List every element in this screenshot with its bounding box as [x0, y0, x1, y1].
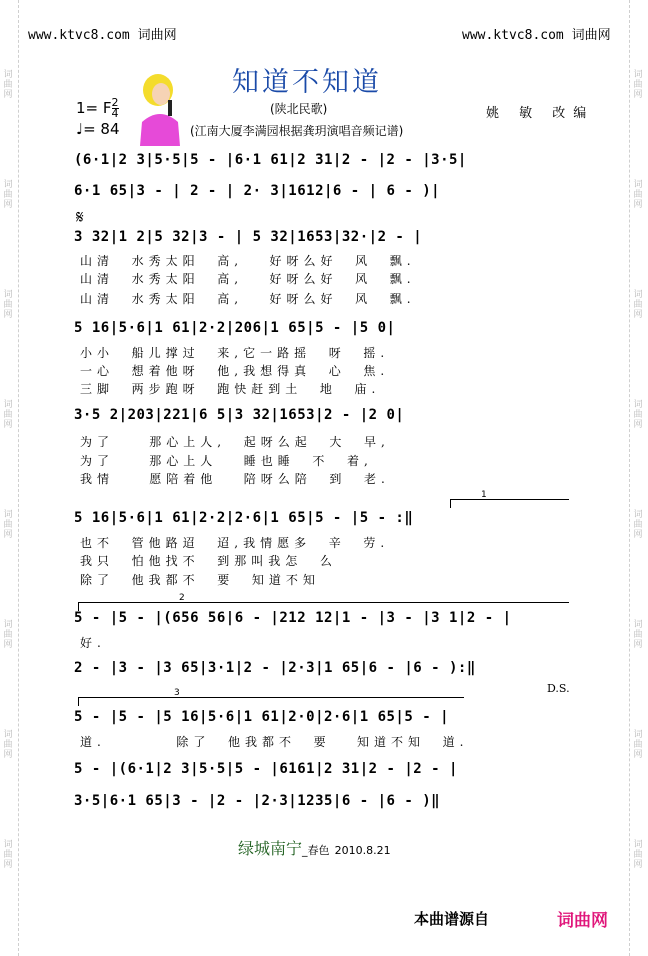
- watermark-text: 词曲网: [633, 510, 643, 540]
- time-top: 2: [111, 96, 119, 109]
- score-line: 6·1 65|3 - | 2 - | 2· 3|1612|6 - | 6 - )|: [74, 183, 441, 199]
- lyric-line: 三脚 两步跑呀 跑快赶到土 地 庙.: [80, 382, 381, 396]
- watermark-text: 词曲网: [633, 290, 643, 320]
- lyric-line: 山清 水秀太阳 高, 好呀么好 风 飘.: [80, 292, 416, 306]
- signature-name: 绿城南宁: [238, 839, 303, 858]
- watermark-text: 词曲网: [633, 620, 643, 650]
- volta-bracket-1: [450, 490, 569, 508]
- score-line: 5 - |5 - |(656 56|6 - |212 12|1 - |3 - |3 1|2 - |: [74, 610, 512, 626]
- signature-date: 2010.8.21: [334, 844, 391, 857]
- score-line: 2 - |3 - |3 65|3·1|2 - |2·3|1 65|6 - |6 - ):‖: [74, 660, 476, 676]
- left-watermark-strip: [0, 0, 19, 956]
- score-line: 5 16|5·6|1 61|2·2|2·6|1 65|5 - |5 - :‖: [74, 510, 414, 526]
- lyric-line: 道. 除了 他我都不 要 知道不知 道.: [80, 735, 469, 749]
- lyric-line: 为了 那心上人, 起呀么起 大 早,: [80, 435, 390, 449]
- volta-number: 3: [174, 688, 180, 698]
- dal-segno-marking: D.S.: [547, 682, 570, 695]
- microphone-icon: [168, 100, 172, 116]
- lyric-line: 山清 水秀太阳 高, 好呀么好 风 飘.: [80, 272, 416, 286]
- site-url-left[interactable]: www.ktvc8.com: [28, 28, 130, 43]
- watermark-text: 词曲网: [3, 620, 13, 650]
- singer-illustration: [136, 72, 184, 146]
- score-line: 5 - |5 - |5 16|5·6|1 61|2·0|2·6|1 65|5 - |: [74, 709, 450, 725]
- lyric-line: 小小 船儿撑过 来,它一路摇 呀 摇.: [80, 346, 390, 360]
- score-line: 3 32|1 2|5 32|3 - | 5 32|1653|32·|2 - |: [74, 229, 423, 245]
- watermark-text: 词曲网: [3, 730, 13, 760]
- watermark-text: 词曲网: [633, 730, 643, 760]
- watermark-text: 词曲网: [3, 840, 13, 870]
- tempo-marking: ♩= 84: [76, 120, 120, 138]
- site-name-right[interactable]: 词曲网: [571, 28, 611, 43]
- site-url-right[interactable]: www.ktvc8.com: [462, 28, 564, 43]
- volta-number: 2: [179, 593, 185, 603]
- score-line: 3·5|6·1 65|3 - |2 - |2·3|1235|6 - |6 - )‖: [74, 793, 441, 809]
- right-watermark-strip: [629, 0, 648, 956]
- header-right[interactable]: [462, 24, 611, 43]
- watermark-text: 词曲网: [3, 180, 13, 210]
- segno-icon: 𝄋: [76, 207, 84, 228]
- watermark-text: 词曲网: [3, 290, 13, 320]
- key-signature: [76, 98, 119, 119]
- lyric-line: 好.: [80, 636, 106, 650]
- watermark-text: 词曲网: [633, 840, 643, 870]
- lyric-line: 我情 愿陪着他 陪呀么陪 到 老.: [80, 472, 390, 486]
- signature: [238, 836, 391, 859]
- lyric-line: 也不 管他路迢 迢,我情愿多 辛 劳.: [80, 536, 390, 550]
- score-line: 5 16|5·6|1 61|2·2|206|1 65|5 - |5 0|: [74, 320, 396, 336]
- site-name-left[interactable]: 词曲网: [137, 28, 177, 43]
- watermark-text: 词曲网: [3, 70, 13, 100]
- watermark-text: 词曲网: [633, 70, 643, 100]
- source-label: 本曲谱源自: [414, 910, 490, 928]
- volta-number: 1: [481, 490, 487, 500]
- watermark-text: 词曲网: [3, 510, 13, 540]
- song-title: 知道不知道: [232, 67, 382, 98]
- lyric-line: 除了 他我都不 要 知道不知: [80, 573, 320, 587]
- arranger: 姚 敏 改编: [486, 106, 595, 121]
- dress-shape: [140, 114, 180, 146]
- header-left[interactable]: [28, 24, 177, 43]
- signature-author: _春色: [302, 844, 330, 857]
- score-line: 3·5 2|203|221|6 5|3 32|1653|2 - |2 0|: [74, 407, 405, 423]
- lyric-line: 我只 怕他找不 到那叫我怎 么: [80, 554, 337, 568]
- lyric-line: 为了 那心上人 睡也睡 不 着,: [80, 454, 373, 468]
- watermark-text: 词曲网: [633, 180, 643, 210]
- watermark-text: 词曲网: [3, 400, 13, 430]
- key-text: 1= F: [76, 99, 112, 117]
- brand-link[interactable]: 词曲网: [557, 911, 608, 931]
- song-subtitle: (陕北民歌): [270, 102, 328, 116]
- lyric-line: 一心 想着他呀 他,我想得真 心 焦.: [80, 364, 390, 378]
- score-line: (6·1|2 3|5·5|5 - |6·1 61|2 31|2 - |2 - |3·5|: [74, 152, 467, 168]
- watermark-text: 词曲网: [633, 400, 643, 430]
- time-bottom: 4: [111, 107, 119, 120]
- volta-bracket-3: [78, 688, 464, 706]
- face-shape: [152, 83, 170, 105]
- time-signature: [112, 98, 119, 119]
- transcription-note: (江南大厦李满园根据龚玥演唱音频记谱): [190, 124, 404, 138]
- lyric-line: 山清 水秀太阳 高, 好呀么好 风 飘.: [80, 254, 416, 268]
- score-line: 5 - |(6·1|2 3|5·5|5 - |6161|2 31|2 - |2 - |: [74, 761, 458, 777]
